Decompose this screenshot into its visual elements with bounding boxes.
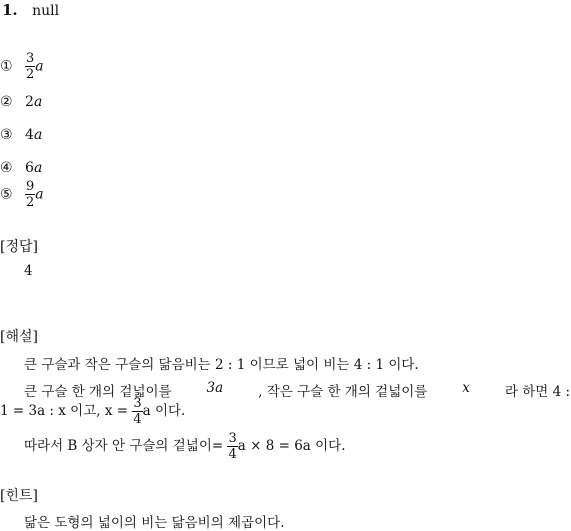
- choice-value: 6: [25, 160, 34, 176]
- question-text: null: [32, 3, 60, 19]
- explanation-text: 큰 구슬 한 개의 겉넓이를: [24, 384, 172, 400]
- choice-5[interactable]: [0, 180, 44, 209]
- fraction-denominator: 4: [228, 447, 237, 462]
- explanation-line-3: [0, 397, 185, 426]
- choice-fraction: [25, 52, 35, 81]
- fraction-numerator: 3: [26, 51, 35, 66]
- explanation-fraction: [227, 432, 237, 461]
- choice-mark: ②: [0, 94, 13, 110]
- choice-variable: a: [35, 58, 44, 75]
- hint-text: 닮은 도형의 넓이의 비는 닮음비의 제곱이다.: [24, 515, 285, 531]
- explanation-text: 라 하면 4 :: [504, 384, 570, 400]
- choice-mark: ④: [0, 160, 13, 176]
- explanation-fraction: [132, 397, 142, 426]
- math-term: 3a: [206, 380, 224, 396]
- choice-2[interactable]: [0, 94, 42, 110]
- math-term: x: [462, 380, 470, 396]
- question-number: 1.: [2, 1, 18, 19]
- choice-1[interactable]: [0, 52, 44, 81]
- explanation-text: a 이다.: [142, 403, 186, 419]
- hint-header: [힌트]: [0, 488, 38, 504]
- choice-mark: ①: [0, 58, 13, 75]
- fraction-numerator: 3: [133, 396, 142, 411]
- question-header: [2, 1, 59, 19]
- explanation-text: 따라서 B 상자 안 구슬의 겉넓이=: [24, 438, 224, 454]
- choice-fraction: [25, 180, 35, 209]
- explanation-text: a × 8 = 6a 이다.: [237, 438, 346, 454]
- fraction-numerator: 3: [228, 431, 237, 446]
- explanation-header: [해설]: [0, 329, 38, 345]
- choice-4[interactable]: [0, 160, 42, 176]
- choice-mark: ⑤: [0, 186, 13, 203]
- answer-header: [정답]: [0, 239, 38, 255]
- explanation-text: 1 = 3a : x 이고, x =: [0, 403, 129, 419]
- choice-variable: a: [35, 186, 44, 203]
- explanation-line-1: 큰 구슬과 작은 구슬의 닮음비는 2 : 1 이므로 넓이 비는 4 : 1 이다.: [24, 357, 419, 373]
- fraction-denominator: 2: [26, 195, 35, 210]
- fraction-denominator: 2: [26, 67, 35, 82]
- choice-value: 2: [25, 94, 34, 110]
- choice-value: 4: [25, 127, 34, 143]
- choice-variable: a: [33, 94, 43, 110]
- answer-value: 4: [24, 263, 33, 279]
- explanation-line-4: [24, 432, 346, 461]
- fraction-denominator: 4: [133, 412, 142, 427]
- choice-mark: ③: [0, 127, 13, 143]
- choice-variable: a: [33, 127, 43, 143]
- choice-3[interactable]: [0, 127, 42, 143]
- explanation-text: , 작은 구슬 한 개의 겉넓이를: [258, 384, 428, 400]
- fraction-numerator: 9: [26, 179, 35, 194]
- choice-variable: a: [33, 160, 43, 176]
